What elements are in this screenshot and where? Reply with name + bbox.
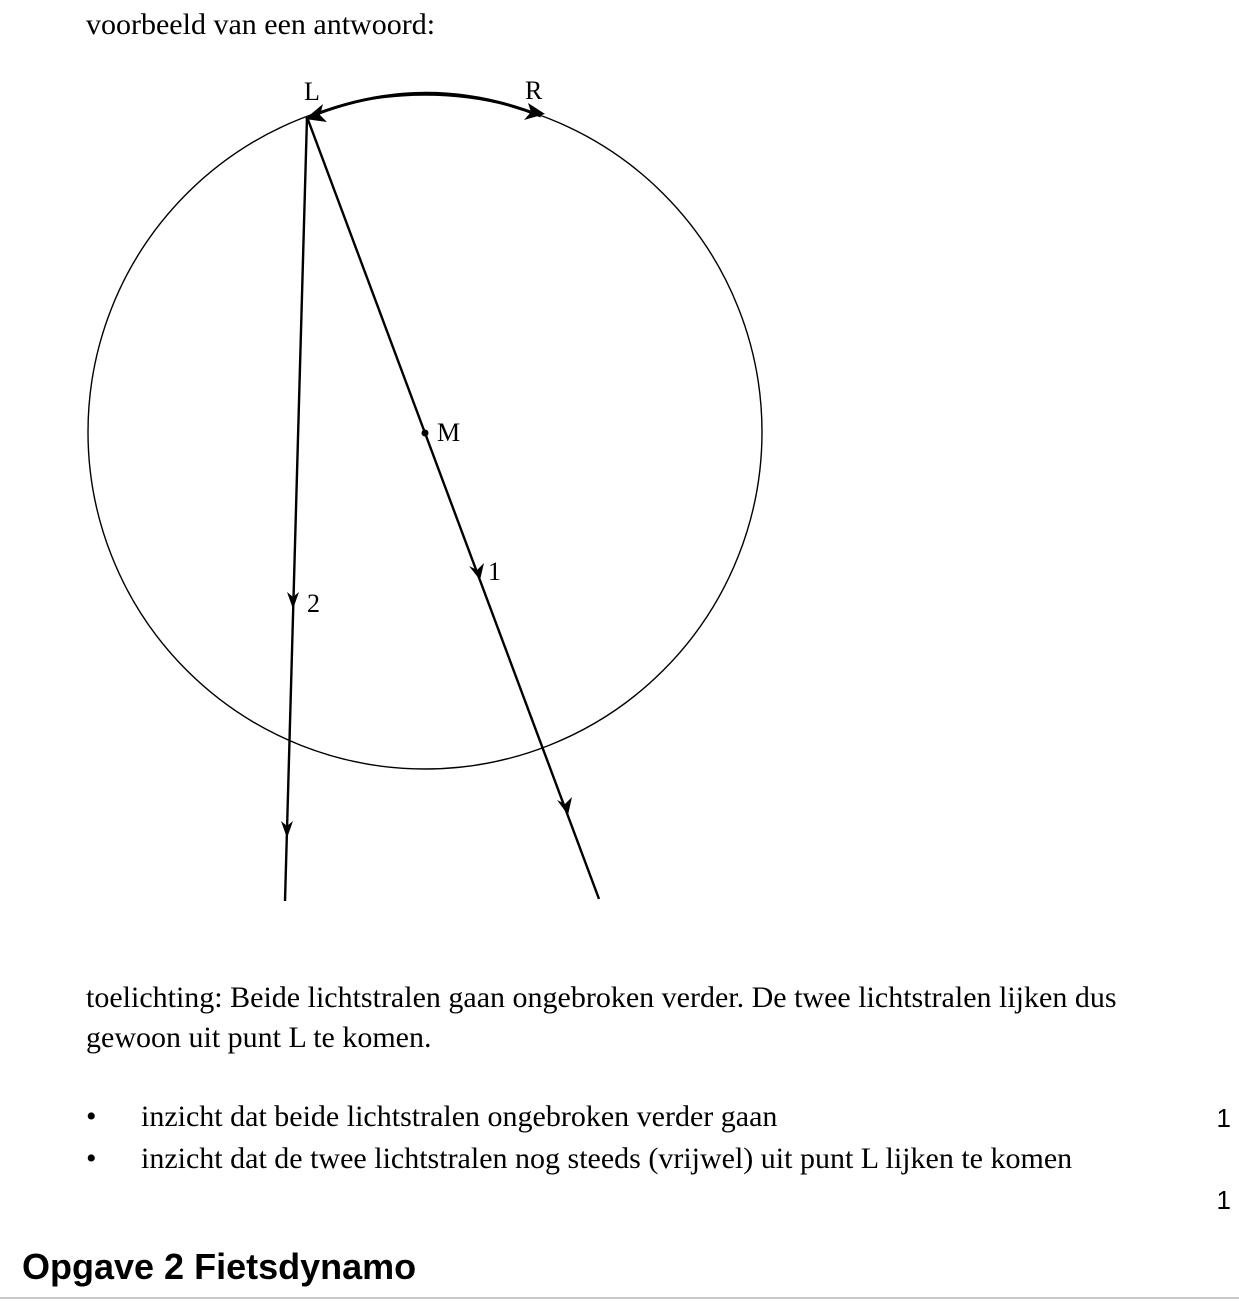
section-heading: Opgave 2 Fietsdynamo: [22, 1246, 417, 1287]
criterion-text: inzicht dat de twee lichtstralen nog steeds (vrijwel) uit punt L lijken te komen: [141, 1142, 1073, 1175]
ray-1-line: [307, 117, 599, 899]
ray-1-arrowhead-inner: [469, 563, 484, 580]
label-M: M: [437, 418, 461, 447]
label-ray-2: 2: [307, 589, 320, 618]
ray-1-arrowhead-outer: [557, 797, 572, 815]
score-points: 1: [1216, 1103, 1231, 1133]
label-ray-1: 1: [488, 557, 501, 586]
criterion-item: [0, 1097, 1239, 1137]
explanation-text: toelichting: Beide lichtstralen gaan ongebroken verder. De twee lichtstralen lijken dus gewoon uit punt L te komen.: [86, 981, 1117, 1054]
criterion-item: [0, 1139, 1239, 1219]
label-L: L: [304, 77, 320, 106]
intro-text: voorbeeld van een antwoord:: [86, 8, 436, 41]
bullet: •: [86, 1100, 97, 1133]
criterion-text: inzicht dat beide lichtstralen ongebroken verder gaan: [141, 1100, 778, 1133]
score-points: 1: [1216, 1185, 1231, 1215]
label-R: R: [525, 76, 543, 105]
bullet: •: [86, 1142, 97, 1175]
page-divider: [0, 1297, 1239, 1299]
rotation-arc: [309, 93, 541, 117]
ray-2-line: [285, 117, 307, 901]
center-point-M: [422, 430, 429, 437]
